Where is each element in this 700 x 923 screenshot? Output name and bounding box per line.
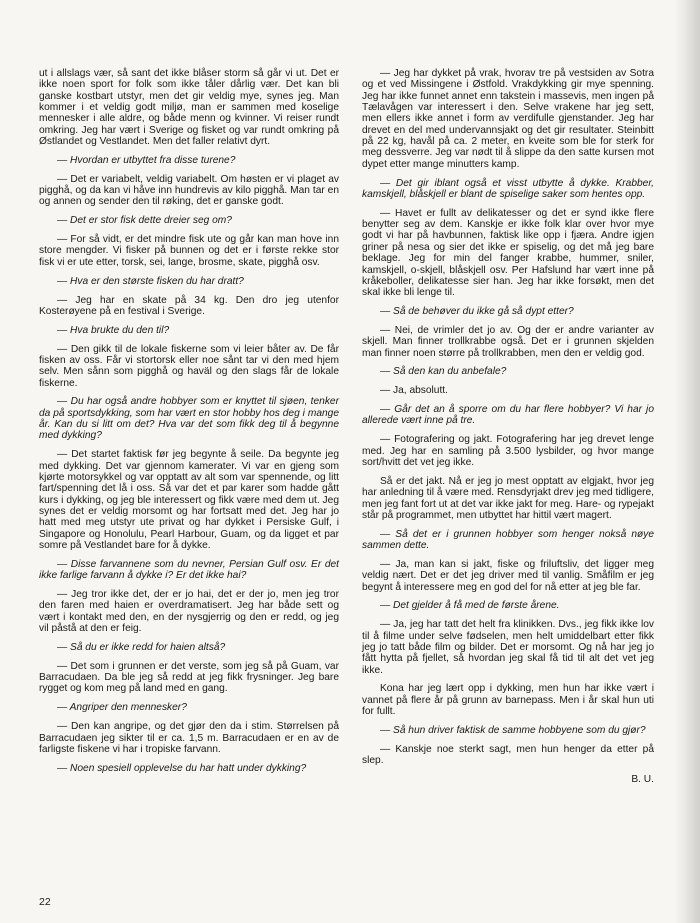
interview-question: — Så hun driver faktisk de samme hobbyene som du gjør? bbox=[380, 725, 646, 736]
interview-answer: — For så vidt, er det mindre fisk ute og går kan man hove inn store mengder. Vi fisker på bunnen og det er i første rekke stor fisk vi er ute etter, torsk, sei, lange, brosme, skate, pigghå osv. bbox=[39, 234, 339, 268]
interview-question: — Så det er i grunnen hobbyer som henger nokså nøye sammen dette. bbox=[362, 528, 654, 552]
page-number: 22 bbox=[39, 896, 51, 908]
interview-question: — Det gir iblant også et visst utbytte å dykke. Krabber, kamskjell, blåskjell er blant de spiselige saker som hentes opp. bbox=[362, 177, 654, 200]
interview-question: — Det gjelder å få med de første årene. bbox=[380, 600, 560, 612]
interview-question: — Hva er den største fisken du har dratt? bbox=[57, 275, 244, 287]
interview-answer: Så er det jakt. Nå er jeg jo mest opptatt av elgjakt, hvor jeg har anledning til å være med. Rensdyrjakt drev jeg med tidligere, men jeg fant fort ut at det var ikke jakt for meg. Hare- og rypejakt står på programmet, men utbyttet har hittil vært magert. bbox=[362, 475, 654, 521]
interview-question: — Så de behøver du ikke gå så dypt etter? bbox=[380, 306, 574, 318]
interview-question: — Så den kan du anbefale? bbox=[380, 366, 507, 378]
interview-answer: — Havet er fullt av delikatesser og det er synd ikke flere benytter seg av dem. Kanskje er ikke folk klar over hvor mye godt vi har på havbunnen, faktisk like opp i fjæra. Andre igjen griner på nesa og sier det ikke er spiselig, og det må jeg bare beklage. Jeg for min del fanger krabbe, hummer, sniler, kamskjell, o-skjell, blåskjell osv. Per Hafslund har vært inne på kråkeboller, delikatesse sier han. Jeg har ikke forsøkt, men det skal ikke bli lenge til. bbox=[362, 207, 654, 299]
interview-answer: — Jeg har en skate på 34 kg. Den dro jeg utenfor Kosterøyene på en festival i Sverige. bbox=[39, 294, 339, 317]
interview-question: — Så du er ikke redd for haien altså? bbox=[57, 641, 226, 653]
interview-answer: — Ja, man kan si jakt, fiske og friluftsliv, det ligger meg veldig nært. Det er det jeg driver med til vanlig. Småfilm er jeg begynt å interessere meg en god del for nå etter at jeg ble far. bbox=[362, 558, 654, 593]
interview-question: — Hvordan er utbyttet fra disse turene? bbox=[57, 154, 236, 166]
interview-answer: ut i allslags vær, så sant det ikke blåser storm så går vi ut. Det er ikke noen sport for folk som ikke tåler dårlig vær. Det kan bli ganske kostbart utstyr, men det gir veldig mye, synes jeg. Man kommer i et veldig godt miljø, man er sammen med koselige mennesker i alle aldre, og både menn og kvinner. Vi reiser rundt omkring. Jeg har vært i Sverige og fisket og var rundt omkring på Østlandet og Vestlandet. Men det faller relativt dyrt. bbox=[39, 68, 339, 148]
interview-answer: — Den kan angripe, og det gjør den da i stim. Størrelsen på Barracudaen jeg sikter til er ca. 1,5 m. Barracudaen er en av de farligste fiskene vi har i tropiske farvann. bbox=[39, 721, 339, 755]
page-edge-shadow bbox=[674, 0, 700, 923]
interview-question: — Går det an å sporre om du har flere hobbyer? Vi har jo allerede vært inne på tre. bbox=[362, 404, 654, 427]
interview-answer: — Nei, de vrimler det jo av. Og der er andre varianter av skjell. Man finner trollkrabbe også. Det er i grunnen skjelden man finner noen større på trollkrabben, men den er veldig god. bbox=[362, 324, 654, 359]
interview-answer: — Ja, jeg har tatt det helt fra klinikken. Dvs., jeg fikk ikke lov til å filme under selve fødselen, men helt umiddelbart etter fikk jeg jo tatt både film og bilder. Det er morsomt. Og nå har jeg jo fått hytta på fjellet, så hvordan jeg skal få tid til alt det vet jeg ikke. bbox=[362, 619, 654, 676]
interview-question: — Disse farvannene som du nevner, Persian Gulf osv. Er det ikke farlige farvann å dykke i? Er det ikke hai? bbox=[39, 558, 339, 582]
interview-question: — Hva brukte du den til? bbox=[57, 324, 170, 336]
left-column bbox=[39, 68, 339, 782]
interview-answer: — Jeg tror ikke det, der er jo hai, det er der jo, men jeg tror den faren med haien er overdramatisert. Jeg har både sett og vært i kontakt med den, en der nysgjerrig og den er redd, og jeg vil påstå at den er feig. bbox=[39, 589, 339, 635]
interview-answer: — Det startet faktisk før jeg begynte å seile. Da begynte jeg med dykking. Det var gjennom kamerater. Vi var en gjeng som kjørte motorsykkel og var opptatt av alt som var spennende, og litt fart/spenning det lå i oss. Så var det et par karer som hadde gått kurs i dykking, og jeg ble interessert og fikk være med dem ut. Jeg synes det er veldig morsomt og har fortsatt med det. Jeg har jo hatt med meg utstyr ute privat og har dykket i Persiske Gulf, i Singapore og Honolulu, Pearl Harbour, Guam, og da ligget et par somre på Vestlandet bare for å dykke. bbox=[39, 449, 339, 552]
interview-answer: — Kanskje noe sterkt sagt, men hun henger da etter på slep. bbox=[362, 743, 654, 767]
interview-answer: — Den gikk til de lokale fiskerne som vi leier båter av. De får fisken av oss. Får vi stortorsk eller noe sånt tar vi den med hjem selv. Men sånn som pigghå og haväl og den slags får de lokale fiskerne. bbox=[39, 343, 339, 389]
interview-answer: — Jeg har dykket på vrak, hvorav tre på vestsiden av Sotra og et ved Missingene i Østfold. Vrakdykking gir mye spenning. Jeg har ikke funnet annet enn takstein i massevis, men ingen på Tælavågen var interessert i den. Selve vrakene har jeg sett, men ellers ikke annet i form av verdifulle gjenstander. Jeg har drevet en del med undervannsjakt og det gir resultater. Steinbitt på 22 kg, havål på ca. 2 meter, en kveite som ble for sterk for meg dessverre. Jeg var nødt til å slippe da den satte kursen mot dypet etter mange minutters kamp. bbox=[362, 68, 654, 170]
interview-question: — Det er stor fisk dette dreier seg om? bbox=[57, 215, 232, 227]
interview-answer: — Fotografering og jakt. Fotografering har jeg drevet lenge med. Jeg har en samling på 3.500 lysbilder, og hvor mange sort/hvitt det vet jeg ikke. bbox=[362, 434, 654, 468]
interview-answer: Kona har jeg lært opp i dykking, men hun har ikke vært i vannet på flere år på grunn av barnepass. Men i år skal hun uti for fullt. bbox=[362, 683, 654, 718]
interview-answer: — Det er variabelt, veldig variabelt. Om høsten er vi plaget av pigghå, og da kan vi håve inn hundrevis av kilo pigghå. Man tar en og annen og sender den til røking, det er ganske godt. bbox=[39, 173, 339, 208]
interview-answer: — Det som i grunnen er det verste, som jeg så på Guam, var Barracudaen. Da ble jeg så redd at jeg fikk frysninger. Jeg bare rygget og kom meg på land med en gang. bbox=[39, 660, 339, 695]
interview-question: — Du har også andre hobbyer som er knyttet til sjøen, tenker da på sportsdykking, som har vært en stor hobby hos deg i mange år. Kan du si litt om det? Hva var det som fikk deg til å begynne med dykking? bbox=[39, 396, 339, 442]
interview-question: — Angriper den mennesker? bbox=[57, 702, 187, 714]
right-column bbox=[362, 68, 654, 793]
author-signature: B. U. bbox=[631, 774, 654, 786]
interview-question: — Noen spesiell opplevelse du har hatt under dykking? bbox=[57, 762, 307, 774]
interview-answer: — Ja, absolutt. bbox=[380, 385, 448, 397]
